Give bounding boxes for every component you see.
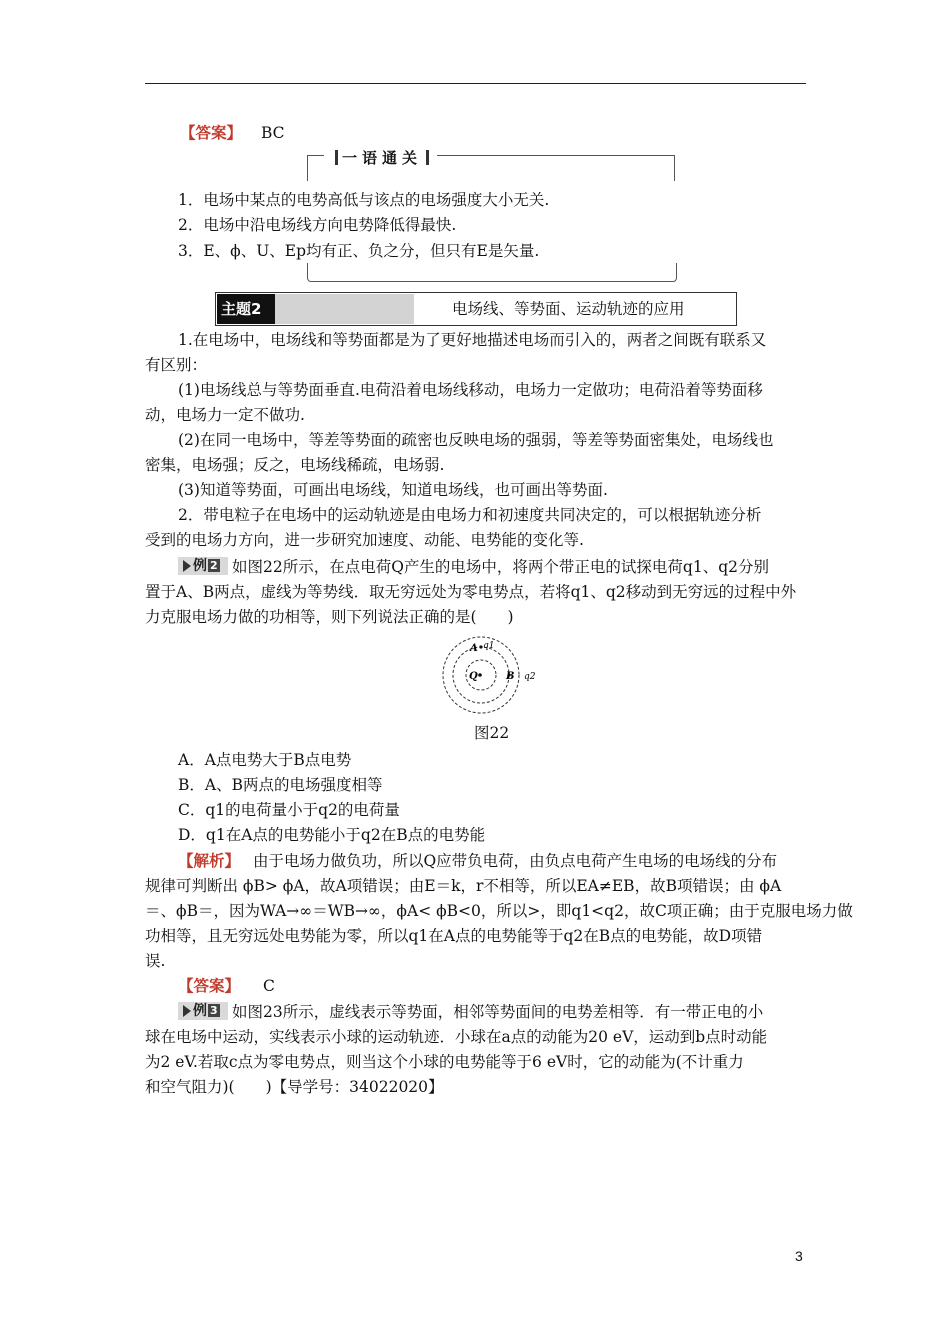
page-number: 3 bbox=[795, 1248, 803, 1264]
body-line: 受到的电场力方向，进一步研究加速度、动能、电势能的变化等. bbox=[145, 531, 584, 549]
example-badge-icon: 例 2 bbox=[178, 557, 228, 575]
theme-banner-fill bbox=[275, 294, 414, 324]
body-line: (3)知道等势面，可画出电场线，知道电场线，也可画出等势面. bbox=[178, 481, 608, 499]
charge-q-point bbox=[478, 673, 482, 677]
analysis-line: 功相等，且无穷远处电势能为零，所以q1在A点的电势能等于q2在B点的电势能，故D项错 bbox=[145, 927, 763, 945]
answer-line-1 bbox=[180, 122, 285, 144]
example3-line: 球在电场中运动，实线表示小球的运动轨迹．小球在a点的动能为20 eV，运动到b点时动能 bbox=[145, 1028, 768, 1046]
example3-line-1: 例 3 如图23所示，虚线表示等势面，相邻等势面间的电势差相等．有一带正电的小 bbox=[178, 1001, 763, 1023]
theme-label: 主题2 bbox=[217, 294, 275, 324]
answer-line-2 bbox=[178, 975, 275, 997]
figure-22-caption: 图22 bbox=[474, 724, 510, 742]
yiyu-title: 一语通关 bbox=[327, 147, 437, 168]
example3-line: 和空气阻力)( )【导学号：34022020】 bbox=[145, 1078, 444, 1096]
body-line: (2)在同一电场中，等差等势面的疏密也反映电场的强弱，等差等势面密集处，电场线也 bbox=[178, 431, 774, 449]
body-line: 有区别： bbox=[145, 356, 208, 374]
body-line: (1)电场线总与等势面垂直.电荷沿着电场线移动，电场力一定做功；电荷沿着等势面移 bbox=[178, 381, 763, 399]
analysis-label: 【解析】 bbox=[178, 851, 241, 870]
yiyu-item-3: 3．E、ϕ、U、Ep均有正、负之分，但只有E是矢量. bbox=[178, 242, 540, 260]
option-c: C．q1的电荷量小于q2的电荷量 bbox=[178, 801, 400, 819]
label-a: A bbox=[470, 643, 478, 654]
body-line: 2．带电粒子在电场中的运动轨迹是由电场力和初速度共同决定的，可以根据轨迹分析 bbox=[178, 506, 762, 524]
option-d: D．q1在A点的电势能小于q2在B点的电势能 bbox=[178, 826, 486, 844]
example2-line: 力克服电场力做的功相等，则下列说法正确的是( ) bbox=[145, 608, 514, 626]
answer-value: C bbox=[262, 977, 275, 995]
yiyu-item-2: 2．电场中沿电场线方向电势降低得最快. bbox=[178, 216, 457, 234]
example3-line: 为2 eV.若取c点为零电势点，则当这个小球的电势能等于6 eV时，它的动能为(不计重力 bbox=[145, 1053, 744, 1071]
figure-22-diagram bbox=[436, 634, 546, 716]
label-q1: q1 bbox=[483, 641, 495, 651]
analysis-line-1: 【解析】 由于电场力做负功，所以Q应带负电荷，由负点电荷产生电场的电场线的分布 bbox=[178, 851, 778, 870]
analysis-line: 规律可判断出 ϕB> ϕA，故A项错误；由E＝k，r不相等，所以EA≠EB，故B项错误；由 ϕA bbox=[145, 877, 782, 895]
theme-title: 电场线、等势面、运动轨迹的应用 bbox=[452, 300, 685, 318]
body-line: 动，电场力一定不做功. bbox=[145, 406, 305, 424]
header-rule bbox=[145, 83, 806, 84]
answer-value: BC bbox=[260, 124, 285, 142]
analysis-line: 误. bbox=[145, 952, 166, 970]
example2-line-1: 例 2 如图22所示，在点电荷Q产生的电场中，将两个带正电的试探电荷q1、q2分别 bbox=[178, 556, 769, 578]
option-b: B．A、B两点的电场强度相等 bbox=[178, 776, 383, 794]
example-badge-icon: 例 3 bbox=[178, 1002, 228, 1020]
answer-label: 【答案】 bbox=[180, 123, 243, 142]
yiyu-box-bottom bbox=[307, 263, 677, 282]
label-b: B bbox=[506, 671, 515, 682]
analysis-line: ＝、ϕB＝，因为WA→∞＝WB→∞，ϕA< ϕB<0，所以>，即q1<q2，故C项正确；由于克服电场力做 bbox=[145, 902, 853, 920]
yiyu-item-1: 1．电场中某点的电势高低与该点的电场强度大小无关. bbox=[178, 191, 550, 209]
body-line: 密集，电场强；反之，电场线稀疏，电场弱. bbox=[145, 456, 445, 474]
label-q2: q2 bbox=[524, 672, 536, 682]
label-q: Q bbox=[469, 671, 478, 682]
option-a: A．A点电势大于B点电势 bbox=[178, 751, 352, 769]
example2-line: 置于A、B两点，虚线为等势线．取无穷远处为零电势点，若将q1、q2移动到无穷远的过程中外 bbox=[145, 583, 797, 601]
answer-label: 【答案】 bbox=[178, 976, 241, 995]
body-line: 1.在电场中，电场线和等势面都是为了更好地描述电场而引入的，两者之间既有联系又 bbox=[178, 331, 767, 349]
